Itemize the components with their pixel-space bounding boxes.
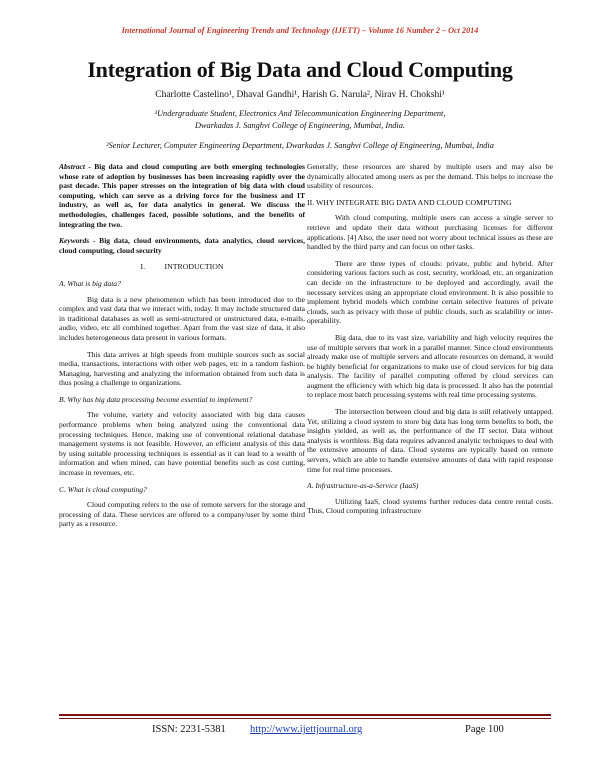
keywords-label: Keywords - [59, 236, 96, 246]
paragraph: With cloud computing, multiple users can access a single server to retrieve and update their data without purchasing licenses for different applications. [4] Also, the user need not worry about technical issues as these are handled by the third party and can focus on other tasks. [307, 213, 553, 252]
paragraph: The intersection between cloud and big data is still relatively untapped. Yet, utilizing a cloud system to store big data has long term benefits to both, the insights yielded, as well as, the performance of the IT sector. Data without analysis is worthless. Big data requires advanced analytic techniques to deal with the extensive amounts of data. Cloud systems are typically based on remote servers, which are able to handle extensive amounts of data with rapid response time for real time processes. [307, 407, 553, 474]
affiliation-1 [0, 108, 600, 131]
abstract-text: Big data and cloud computing are both emerging technologies whose rate of adoption by businesses has been increasing rapidly over the past decade. This paper stresses on the integration of big data with cloud computing, which can serve as a driving force for the business and IT industry, as well as, for data analytics in general. We discuss the methodologies, challenges faced, possible solutions, and the benefits of integrating the two. [59, 162, 305, 229]
journal-header: International Journal of Engineering Trends and Technology (IJETT) – Volume 16 Number 2 – Oct 2014 [121, 26, 479, 35]
paragraph: This data arrives at high speeds from multiple sources such as social media, transactions, interactions with other web pages, etc in a random fashion. Managing, harvesting and analyzing the information obtained from such data is thus posing a challenge to organizations. [59, 349, 305, 388]
subsection-iaas: A. Infrastructure-as-a-Service (IaaS) [307, 481, 419, 491]
paragraph: Big data, due to its vast size, variability and high velocity requires the use of multiple servers that work in a parallel manner. Since cloud environments already make use of multiple servers and allocate resources on demand, it would be highly beneficial for organizations to make use of cloud services for big data analysis. The facility of parallel computing offered by cloud services can augment the efficiency with which big data is processed. It also has the potential to replace most batch processing systems with real time processing systems. [307, 332, 553, 400]
section-heading-why-integrate: II. WHY INTEGRATE BIG DATA AND CLOUD COMPUTING [307, 197, 512, 207]
left-column [59, 162, 305, 536]
footer-rule [59, 714, 551, 716]
subsection-what-is-cloud-computing: C. What is cloud computing? [59, 484, 147, 494]
keywords-text: Big data, cloud environments, data analytics, cloud services, cloud computing, cloud security [59, 236, 305, 255]
paper-title: Integration of Big Data and Cloud Computing [87, 57, 513, 82]
footer-rule [59, 718, 551, 719]
paragraph: Generally, these resources are shared by multiple users and may also be dynamically allocated among users as per the demand. This helps to increase the usability of resources. [307, 162, 553, 191]
section-heading-introduction: I. INTRODUCTION [140, 262, 224, 272]
footer-journal-link[interactable]: http://www.ijettjournal.org [250, 724, 363, 735]
right-column [307, 162, 553, 523]
paragraph: The volume, variety and velocity associated with big data causes performance problems when being analyzed using the conventional data processing techniques. Hence, making use of conventional relational database management systems is not feasible. However, an efficient analysis of this data by using suitable processing techniques is essential as it can lead to a wealth of information and when mined, can have potential benefits such as cost cutting, increase in revenues, etc. [59, 410, 305, 478]
author-list: Charlotte Castelino¹, Dhaval Gandhi¹, Harish G. Narula², Nirav H. Chokshi¹ [155, 90, 445, 100]
paragraph: Utilizing IaaS, cloud systems further reduces data centre rental costs. Thus, Cloud computing infrastructure [307, 496, 553, 516]
footer-issn: ISSN: 2231-5381 [152, 724, 226, 735]
footer-page-number: Page 100 [465, 724, 504, 735]
affiliation-1-line-1: ¹Undergraduate Student, Electronics And Telecommunication Engineering Department, [154, 109, 446, 118]
subsection-why-big-data-processing: B. Why has big data processing become essential to implement? [59, 394, 253, 404]
subsection-what-is-big-data: A. What is big data? [59, 278, 121, 288]
abstract-label: Abstract - [59, 162, 91, 171]
paragraph: Cloud computing refers to the use of remote servers for the storage and processing of data. These services are offered to a company/user by some third party as a resource. [59, 500, 305, 529]
keywords [59, 236, 305, 255]
affiliation-2: ²Senior Lecturer, Computer Engineering Department, Dwarkadas J. Sanghvi College of Engineering, Mumbai, India [106, 141, 494, 150]
abstract [59, 162, 305, 229]
paragraph: Big data is a new phenomenon which has been introduced due to the complex and vast data that we interact with, today. It may include structured data in traditional databases as well as semi-structured or unstructured data, e-mails, audio, video, etc all combined together. Apart from the vast size of data, it also includes heterogeneous data present in various formats. [59, 294, 305, 342]
affiliation-1-line-2: Dwarkadas J. Sanghvi College of Engineering, Mumbai, India. [195, 120, 405, 130]
paragraph: There are three types of clouds: private, public and hybrid. After considering various factors such as cost, security, workload, etc, an organization can decide on the infrastructure to be deployed and accordingly, avail the necessary services using an appropriate cloud environment. It is also possible to implement hybrid models which combine certain selective features of private clouds, such as privacy with those of public clouds, such as scalability or inter-operability. [307, 258, 553, 326]
